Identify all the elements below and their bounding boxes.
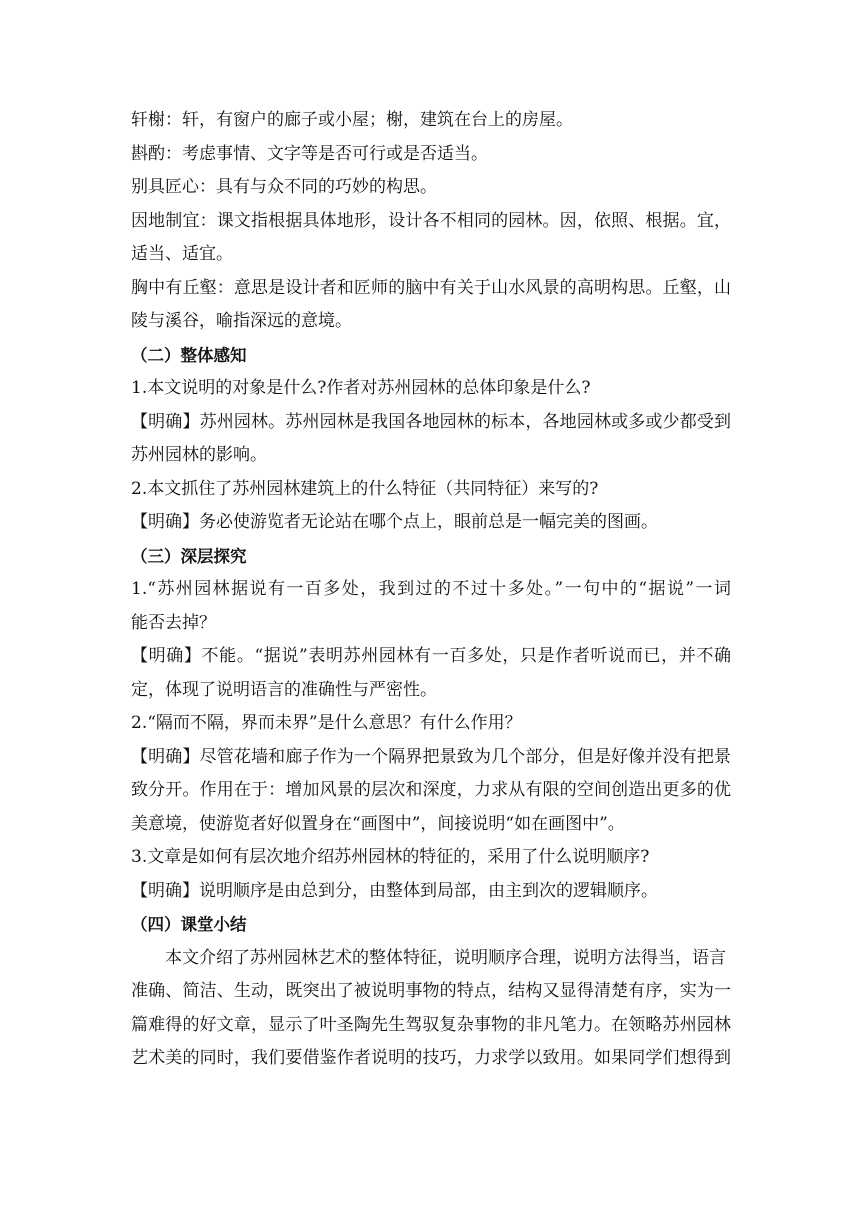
document-page [131,104,731,1076]
section-heading-deep-inquiry: （三）深层探究 [131,546,247,566]
answer-1-line2: 苏州园林的影响。 [131,445,267,465]
definition-zhenzhuo: 斟酌：考虑事情、文字等是否可行或是否适当。 [131,143,488,164]
summary-paragraph-line2: 准确、简洁、生动，既突出了被说明事物的特点，结构又显得清楚有序，实为一 [131,981,731,1001]
inquiry-question-1-line2: 能否去掉？ [131,612,216,633]
inquiry-answer-1-line2: 定，体现了说明语言的准确性与严密性。 [131,679,437,700]
answer-1-line1: 【明确】苏州园林。苏州园林是我国各地园林的标本，各地园林或多或少都受到 [131,411,731,432]
definition-xiongzhongyouqiuhe-line2: 陵与溪谷，喻指深远的意境。 [131,311,352,331]
answer-2: 【明确】务必使游览者无论站在哪个点上，眼前总是一幅完美的图画。 [131,512,658,532]
definition-biejujiangxin: 别具匠心：具有与众不同的巧妙的构思。 [131,177,437,197]
definition-yindizhiyi-line2: 适当、适宜。 [131,244,233,264]
summary-paragraph-line3: 篇难得的好文章，显示了叶圣陶先生驾驭复杂事物的非凡笔力。在领略苏州园林 [131,1014,731,1035]
question-1: 1.本文说明的对象是什么?作者对苏州园林的总体印象是什么? [131,378,591,398]
inquiry-question-3: 3.文章是如何有层次地介绍苏州园林的特征的，采用了什么说明顺序? [131,847,650,867]
section-heading-overall-perception: （二）整体感知 [131,345,247,365]
inquiry-answer-2-line2: 致分开。作用在于：增加风景的层次和深度，力求从有限的空间创造出更多的优 [131,780,731,800]
definition-xuanxie: 轩榭：轩，有窗户的廊子或小屋；榭，建筑在台上的房屋。 [131,110,573,130]
inquiry-answer-3: 【明确】说明顺序是由总到分，由整体到局部，由主到次的逻辑顺序。 [131,880,658,901]
section-heading-class-summary: （四）课堂小结 [131,915,247,934]
summary-paragraph-line4: 艺术美的同时，我们要借鉴作者说明的技巧，力求学以致用。如果同学们想得到 [131,1048,731,1068]
question-2: 2.本文抓住了苏州园林建筑上的什么特征（共同特征）来写的? [131,478,599,499]
definition-yindizhiyi-line1: 因地制宜：课文指根据具体地形，设计各不相同的园林。因，依照、根据。宜， [131,210,731,231]
inquiry-answer-2-line1: 【明确】尽管花墙和廊子作为一个隔界把景致为几个部分，但是好像并没有把景 [131,746,731,767]
summary-paragraph-line1: 本文介绍了苏州园林艺术的整体特征，说明顺序合理，说明方法得当，语言 [165,947,726,968]
inquiry-question-1-line1: 1.“苏州园林据说有一百多处，我到过的不过十多处。”一句中的“据说”一词 [131,579,731,599]
definition-xiongzhongyouqiuhe-line1: 胸中有丘壑：意思是设计者和匠师的脑中有关于山水风景的高明构思。丘壑，山 [131,277,731,298]
inquiry-answer-1-line1: 【明确】不能。“据说”表明苏州园林有一百多处，只是作者听说而已，并不确 [131,646,731,666]
inquiry-answer-2-line3: 美意境，使游览者好似置身在“画图中”，间接说明“如在画图中”。 [131,813,625,834]
inquiry-question-2: 2.“隔而不隔，界而未界”是什么意思？有什么作用？ [131,713,522,733]
